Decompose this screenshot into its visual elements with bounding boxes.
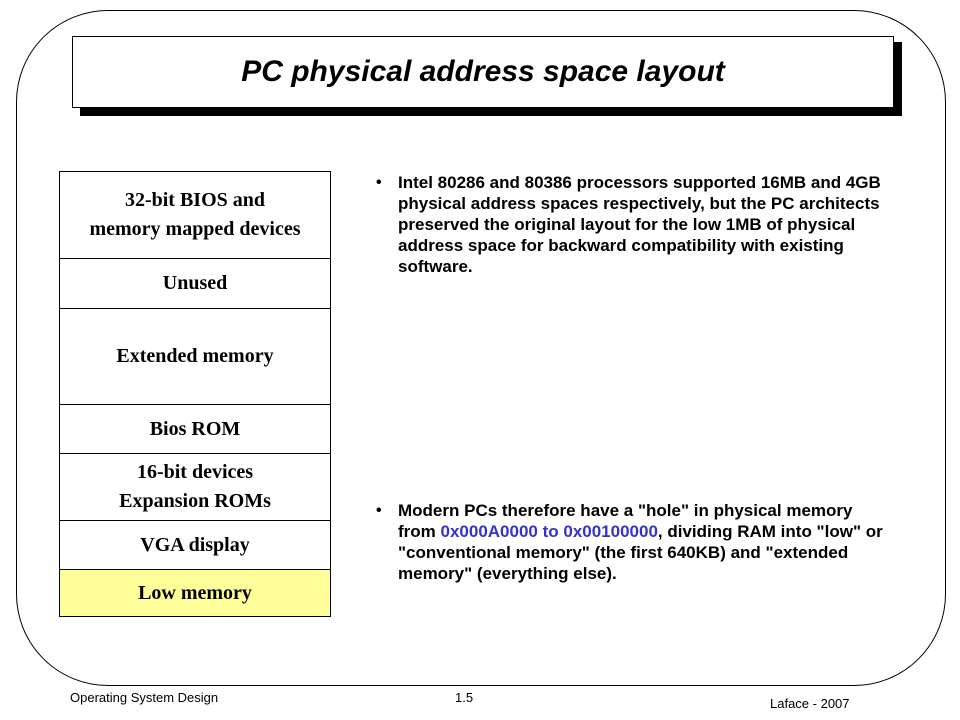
memory-map-table: [59, 171, 331, 617]
bullet-text: Intel 80286 and 80386 processors supported 16MB and 4GB physical address spaces respectively, but the PC architects preserved the original layout for the low 1MB of physical address space for backward compatibility with existing software.: [398, 173, 881, 276]
memory-cell: [60, 405, 331, 454]
memory-row-extended: [60, 309, 331, 405]
bullet-text-part: Modern PCs therefore have a "hole" in physical memory from: [398, 501, 853, 541]
memory-label: 16-bit devices: [136, 461, 254, 483]
memory-cell: [60, 521, 331, 570]
bullet-dot-icon: •: [376, 502, 382, 519]
memory-label: Expansion ROMs: [119, 490, 271, 512]
memory-cell: [60, 454, 331, 521]
memory-label: Bios ROM: [149, 417, 241, 440]
address-range-highlight: 0x000A0000 to 0x00100000: [440, 522, 658, 541]
memory-cell: [60, 309, 331, 405]
memory-label: 32-bit BIOS and: [124, 189, 266, 211]
memory-row-bios-32: [60, 172, 331, 259]
bullet-dot-icon: •: [376, 174, 382, 191]
memory-row-vga: [60, 521, 331, 570]
memory-label: Extended memory: [116, 345, 274, 367]
memory-row-16bit-devices: [60, 454, 331, 521]
bullet-text-part: , dividing RAM into "low" or "conventional memory" (the first 640KB) and "extended memory" (everything else).: [398, 522, 883, 583]
slide-title: PC physical address space layout: [241, 55, 725, 88]
memory-label: VGA display: [140, 533, 250, 556]
memory-cell-low: [60, 570, 331, 617]
memory-row-bios-rom: [60, 405, 331, 454]
bullet-item: [376, 172, 888, 277]
memory-cell: [60, 172, 331, 259]
memory-label: Low memory: [138, 581, 252, 604]
footer-course: Operating System Design: [70, 690, 219, 705]
bullet-text: [398, 500, 888, 584]
footer-page-number: 1.5: [455, 690, 474, 705]
title-box: [72, 36, 894, 108]
memory-row-unused: [60, 259, 331, 309]
memory-label: memory mapped devices: [89, 218, 301, 240]
bullet-item: [376, 500, 888, 584]
memory-cell: [60, 259, 331, 309]
memory-label: Unused: [162, 272, 228, 294]
footer-author: Laface - 2007: [770, 696, 850, 711]
memory-row-low: [60, 570, 331, 617]
